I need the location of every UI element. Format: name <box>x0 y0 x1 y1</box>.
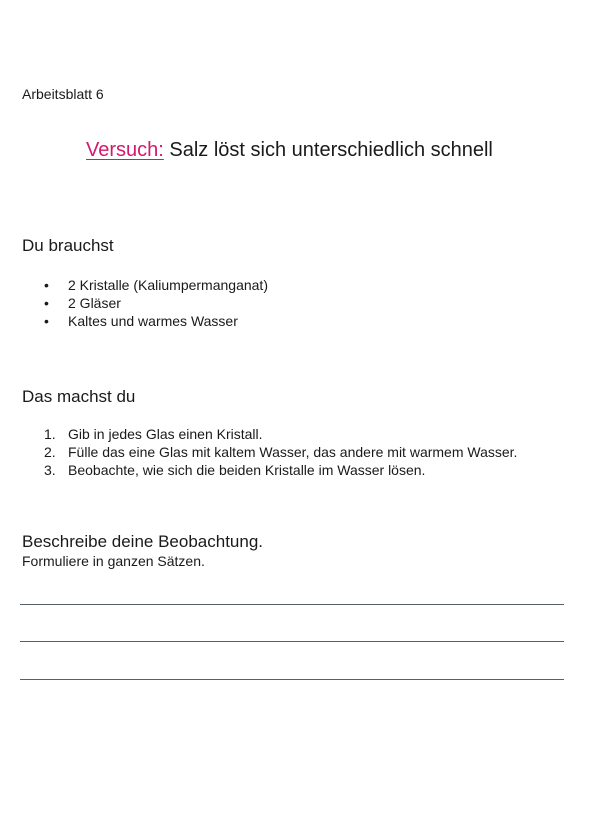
material-text: 2 Kristalle (Kaliumpermanganat) <box>68 277 268 293</box>
step-number: 2. <box>44 444 56 460</box>
answer-line <box>20 641 564 642</box>
step-text: Beobachte, wie sich die beiden Kristalle im Wasser lösen. <box>68 462 426 478</box>
materials-heading: Du brauchst <box>22 236 114 255</box>
answer-line <box>20 679 564 680</box>
page-title <box>86 139 493 162</box>
list-item <box>44 461 517 479</box>
step-number: 1. <box>44 426 56 442</box>
step-number: 3. <box>44 462 56 478</box>
title-text: Salz löst sich unterschiedlich schnell <box>169 139 493 161</box>
material-text: Kaltes und warmes Wasser <box>68 313 238 329</box>
steps-list <box>44 425 517 479</box>
title-prefix: Versuch: <box>86 139 164 161</box>
task-heading: Beschreibe deine Beobachtung. <box>22 532 264 551</box>
answer-line <box>20 604 564 605</box>
list-item <box>44 312 268 330</box>
bullet-icon: • <box>44 313 49 329</box>
task-instruction: Formuliere in ganzen Sätzen. <box>22 553 205 569</box>
steps-heading: Das machst du <box>22 387 136 406</box>
worksheet-label: Arbeitsblatt 6 <box>22 86 104 102</box>
bullet-icon: • <box>44 295 49 311</box>
list-item <box>44 294 268 312</box>
material-text: 2 Gläser <box>68 295 121 311</box>
step-text: Fülle das eine Glas mit kaltem Wasser, das andere mit warmem Wasser. <box>68 444 518 460</box>
list-item <box>44 425 517 443</box>
list-item <box>44 443 517 461</box>
list-item <box>44 276 268 294</box>
bullet-icon: • <box>44 277 49 293</box>
step-text: Gib in jedes Glas einen Kristall. <box>68 426 263 442</box>
materials-list <box>44 276 268 330</box>
